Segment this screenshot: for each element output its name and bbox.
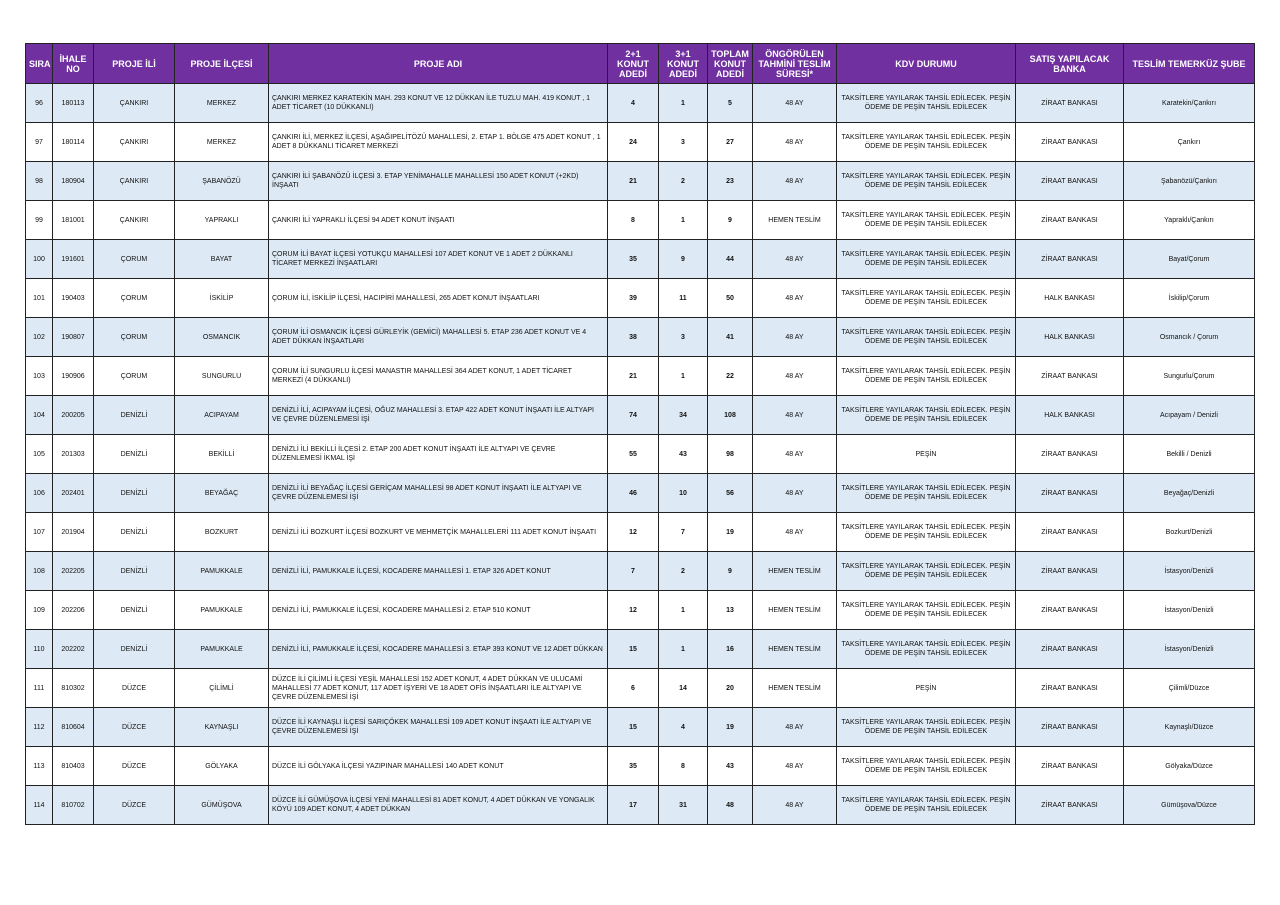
cell-ihale-no: 810604 xyxy=(53,708,94,747)
cell-toplam-konut: 41 xyxy=(708,318,753,357)
table-row xyxy=(26,786,1255,825)
cell-ihale-no: 180113 xyxy=(53,84,94,123)
header-proje-ili: PROJE İLİ xyxy=(94,44,175,84)
table-row xyxy=(26,435,1255,474)
cell-teslim-suresi: 48 AY xyxy=(753,396,837,435)
cell-proje-ilcesi: MERKEZ xyxy=(175,123,269,162)
table-row xyxy=(26,747,1255,786)
header-sube: TESLİM TEMERKÜZ ŞUBE xyxy=(1124,44,1255,84)
cell-kdv-durumu: TAKSİTLERE YAYILARAK TAHSİL EDİLECEK. PEŞİN ÖDEME DE PEŞİN TAHSİL EDİLECEK xyxy=(837,552,1016,591)
cell-sira: 106 xyxy=(26,474,53,513)
cell-konut-3-1: 2 xyxy=(659,552,708,591)
cell-teslim-suresi: 48 AY xyxy=(753,474,837,513)
cell-teslim-suresi: 48 AY xyxy=(753,357,837,396)
cell-sira: 104 xyxy=(26,396,53,435)
cell-sira: 103 xyxy=(26,357,53,396)
cell-toplam-konut: 20 xyxy=(708,669,753,708)
cell-teslim-suresi: 48 AY xyxy=(753,162,837,201)
cell-sube: Şabanözü/Çankırı xyxy=(1124,162,1255,201)
header-sira: SIRA xyxy=(26,44,53,84)
cell-konut-2-1: 21 xyxy=(608,357,659,396)
cell-konut-3-1: 14 xyxy=(659,669,708,708)
cell-teslim-suresi: HEMEN TESLİM xyxy=(753,201,837,240)
cell-konut-3-1: 8 xyxy=(659,747,708,786)
cell-kdv-durumu: TAKSİTLERE YAYILARAK TAHSİL EDİLECEK. PEŞİN ÖDEME DE PEŞİN TAHSİL EDİLECEK xyxy=(837,513,1016,552)
cell-proje-ilcesi: BEKİLLİ xyxy=(175,435,269,474)
cell-sira: 99 xyxy=(26,201,53,240)
cell-konut-3-1: 3 xyxy=(659,318,708,357)
cell-sube: Bozkurt/Denizli xyxy=(1124,513,1255,552)
cell-teslim-suresi: 48 AY xyxy=(753,240,837,279)
cell-sira: 97 xyxy=(26,123,53,162)
cell-ihale-no: 190906 xyxy=(53,357,94,396)
cell-proje-adi: ÇORUM İLİ, İSKİLİP İLÇESİ, HACIPİRİ MAHALLESİ, 265 ADET KONUT İNŞAATLARI xyxy=(269,279,608,318)
cell-ihale-no: 191601 xyxy=(53,240,94,279)
cell-sira: 105 xyxy=(26,435,53,474)
cell-konut-2-1: 12 xyxy=(608,591,659,630)
cell-sira: 109 xyxy=(26,591,53,630)
cell-proje-ilcesi: OSMANCIK xyxy=(175,318,269,357)
cell-toplam-konut: 13 xyxy=(708,591,753,630)
table-row xyxy=(26,240,1255,279)
cell-konut-2-1: 39 xyxy=(608,279,659,318)
header-proje-ilcesi: PROJE İLÇESİ xyxy=(175,44,269,84)
cell-sira: 96 xyxy=(26,84,53,123)
table-row xyxy=(26,84,1255,123)
cell-konut-2-1: 55 xyxy=(608,435,659,474)
table-row xyxy=(26,357,1255,396)
cell-proje-ilcesi: BEYAĞAÇ xyxy=(175,474,269,513)
cell-toplam-konut: 23 xyxy=(708,162,753,201)
cell-proje-ili: ÇANKIRI xyxy=(94,123,175,162)
cell-toplam-konut: 9 xyxy=(708,552,753,591)
cell-toplam-konut: 43 xyxy=(708,747,753,786)
cell-proje-adi: DENİZLİ İLİ BOZKURT İLÇESİ BOZKURT VE MEHMETÇİK MAHALLELERİ 111 ADET KONUT İNŞAATI xyxy=(269,513,608,552)
cell-toplam-konut: 19 xyxy=(708,513,753,552)
table-row xyxy=(26,123,1255,162)
cell-proje-ilcesi: BOZKURT xyxy=(175,513,269,552)
cell-teslim-suresi: 48 AY xyxy=(753,435,837,474)
table-row xyxy=(26,708,1255,747)
cell-ihale-no: 810302 xyxy=(53,669,94,708)
cell-toplam-konut: 108 xyxy=(708,396,753,435)
cell-sira: 111 xyxy=(26,669,53,708)
cell-sira: 102 xyxy=(26,318,53,357)
cell-ihale-no: 201904 xyxy=(53,513,94,552)
cell-ihale-no: 190807 xyxy=(53,318,94,357)
cell-toplam-konut: 98 xyxy=(708,435,753,474)
cell-sira: 108 xyxy=(26,552,53,591)
cell-proje-ili: ÇORUM xyxy=(94,318,175,357)
table-row xyxy=(26,474,1255,513)
cell-proje-ili: ÇANKIRI xyxy=(94,84,175,123)
cell-ihale-no: 202206 xyxy=(53,591,94,630)
cell-teslim-suresi: HEMEN TESLİM xyxy=(753,669,837,708)
cell-konut-3-1: 2 xyxy=(659,162,708,201)
table-row xyxy=(26,162,1255,201)
cell-teslim-suresi: 48 AY xyxy=(753,84,837,123)
cell-proje-adi: ÇANKIRI İLİ, MERKEZ İLÇESİ, AŞAĞIPELİTÖZÜ MAHALLESİ, 2. ETAP 1. BÖLGE 475 ADET KONUT , 1 ADET 8 DÜKKANLI TİCARET MERKEZİ xyxy=(269,123,608,162)
cell-proje-ili: DÜZCE xyxy=(94,669,175,708)
cell-konut-2-1: 8 xyxy=(608,201,659,240)
cell-sira: 113 xyxy=(26,747,53,786)
cell-banka: ZİRAAT BANKASI xyxy=(1016,357,1124,396)
cell-sira: 100 xyxy=(26,240,53,279)
cell-banka: ZİRAAT BANKASI xyxy=(1016,84,1124,123)
cell-konut-2-1: 17 xyxy=(608,786,659,825)
cell-konut-2-1: 12 xyxy=(608,513,659,552)
cell-teslim-suresi: HEMEN TESLİM xyxy=(753,630,837,669)
cell-konut-3-1: 4 xyxy=(659,708,708,747)
cell-proje-ili: DÜZCE xyxy=(94,708,175,747)
cell-konut-2-1: 46 xyxy=(608,474,659,513)
cell-konut-2-1: 21 xyxy=(608,162,659,201)
cell-kdv-durumu: TAKSİTLERE YAYILARAK TAHSİL EDİLECEK. PEŞİN ÖDEME DE PEŞİN TAHSİL EDİLECEK xyxy=(837,357,1016,396)
cell-banka: ZİRAAT BANKASI xyxy=(1016,123,1124,162)
cell-toplam-konut: 44 xyxy=(708,240,753,279)
cell-toplam-konut: 50 xyxy=(708,279,753,318)
cell-konut-2-1: 24 xyxy=(608,123,659,162)
cell-ihale-no: 180904 xyxy=(53,162,94,201)
cell-ihale-no: 810702 xyxy=(53,786,94,825)
cell-proje-ili: ÇANKIRI xyxy=(94,201,175,240)
header-konut-3-1: 3+1 KONUT ADEDİ xyxy=(659,44,708,84)
cell-konut-3-1: 1 xyxy=(659,630,708,669)
cell-kdv-durumu: TAKSİTLERE YAYILARAK TAHSİL EDİLECEK. PEŞİN ÖDEME DE PEŞİN TAHSİL EDİLECEK xyxy=(837,318,1016,357)
cell-sira: 112 xyxy=(26,708,53,747)
cell-proje-ili: DÜZCE xyxy=(94,747,175,786)
cell-konut-3-1: 3 xyxy=(659,123,708,162)
cell-proje-adi: DENİZLİ İLİ BEYAĞAÇ İLÇESİ GERİÇAM MAHALLESİ 98 ADET KONUT İNŞAATI İLE ALTYAPI VE ÇEVRE DÜZENLEMESİ İŞİ xyxy=(269,474,608,513)
cell-konut-3-1: 9 xyxy=(659,240,708,279)
cell-proje-ilcesi: ÇİLİMLİ xyxy=(175,669,269,708)
cell-banka: ZİRAAT BANKASI xyxy=(1016,747,1124,786)
cell-proje-adi: DENİZLİ İLİ, PAMUKKALE İLÇESİ, KOCADERE MAHALLESİ 3. ETAP 393 KONUT VE 12 ADET DÜKKAN xyxy=(269,630,608,669)
cell-banka: ZİRAAT BANKASI xyxy=(1016,474,1124,513)
cell-sube: İskilip/Çorum xyxy=(1124,279,1255,318)
cell-sube: Çankırı xyxy=(1124,123,1255,162)
header-ihale-no: İHALE NO xyxy=(53,44,94,84)
cell-banka: HALK BANKASI xyxy=(1016,396,1124,435)
cell-kdv-durumu: PEŞİN xyxy=(837,435,1016,474)
cell-banka: ZİRAAT BANKASI xyxy=(1016,669,1124,708)
cell-konut-3-1: 1 xyxy=(659,591,708,630)
cell-proje-adi: DENİZLİ İLİ, PAMUKKALE İLÇESİ, KOCADERE MAHALLESİ 2. ETAP 510 KONUT xyxy=(269,591,608,630)
cell-proje-ili: DENİZLİ xyxy=(94,630,175,669)
cell-proje-adi: DÜZCE İLİ GÖLYAKA İLÇESİ YAZIPINAR MAHALLESİ 140 ADET KONUT xyxy=(269,747,608,786)
table-row xyxy=(26,513,1255,552)
cell-kdv-durumu: PEŞİN xyxy=(837,669,1016,708)
cell-konut-2-1: 74 xyxy=(608,396,659,435)
cell-proje-ili: DENİZLİ xyxy=(94,591,175,630)
cell-ihale-no: 202401 xyxy=(53,474,94,513)
cell-konut-2-1: 6 xyxy=(608,669,659,708)
cell-sira: 101 xyxy=(26,279,53,318)
cell-toplam-konut: 9 xyxy=(708,201,753,240)
cell-sube: Bekilli / Denizli xyxy=(1124,435,1255,474)
table-row xyxy=(26,591,1255,630)
header-banka: SATIŞ YAPILACAK BANKA xyxy=(1016,44,1124,84)
cell-sube: Bayat/Çorum xyxy=(1124,240,1255,279)
cell-sube: Yapraklı/Çankırı xyxy=(1124,201,1255,240)
cell-sube: İstasyon/Denizli xyxy=(1124,630,1255,669)
cell-proje-ili: DENİZLİ xyxy=(94,396,175,435)
cell-proje-ilcesi: GÖLYAKA xyxy=(175,747,269,786)
cell-konut-3-1: 7 xyxy=(659,513,708,552)
cell-konut-2-1: 35 xyxy=(608,240,659,279)
cell-proje-ilcesi: SUNGURLU xyxy=(175,357,269,396)
header-proje-adi: PROJE ADI xyxy=(269,44,608,84)
cell-sira: 98 xyxy=(26,162,53,201)
header-kdv-durumu: KDV DURUMU xyxy=(837,44,1016,84)
cell-sube: Acıpayam / Denizli xyxy=(1124,396,1255,435)
cell-banka: ZİRAAT BANKASI xyxy=(1016,591,1124,630)
cell-konut-2-1: 35 xyxy=(608,747,659,786)
cell-proje-ilcesi: İSKİLİP xyxy=(175,279,269,318)
cell-proje-ilcesi: PAMUKKALE xyxy=(175,630,269,669)
cell-kdv-durumu: TAKSİTLERE YAYILARAK TAHSİL EDİLECEK. PEŞİN ÖDEME DE PEŞİN TAHSİL EDİLECEK xyxy=(837,396,1016,435)
cell-ihale-no: 181001 xyxy=(53,201,94,240)
cell-proje-adi: ÇANKIRI MERKEZ KARATEKİN MAH. 293 KONUT VE 12 DÜKKAN İLE TUZLU MAH. 419 KONUT , 1 ADET TİCARET (10 DÜKKANLI) xyxy=(269,84,608,123)
cell-ihale-no: 202205 xyxy=(53,552,94,591)
cell-banka: ZİRAAT BANKASI xyxy=(1016,708,1124,747)
table-row xyxy=(26,669,1255,708)
cell-proje-adi: ÇORUM İLİ OSMANCIK İLÇESİ GÜRLEYİK (GEMİCİ) MAHALLESİ 5. ETAP 236 ADET KONUT VE 4 ADET DÜKKAN İNŞAATLARI xyxy=(269,318,608,357)
cell-kdv-durumu: TAKSİTLERE YAYILARAK TAHSİL EDİLECEK. PEŞİN ÖDEME DE PEŞİN TAHSİL EDİLECEK xyxy=(837,591,1016,630)
cell-kdv-durumu: TAKSİTLERE YAYILARAK TAHSİL EDİLECEK. PEŞİN ÖDEME DE PEŞİN TAHSİL EDİLECEK xyxy=(837,786,1016,825)
cell-banka: ZİRAAT BANKASI xyxy=(1016,630,1124,669)
cell-kdv-durumu: TAKSİTLERE YAYILARAK TAHSİL EDİLECEK. PEŞİN ÖDEME DE PEŞİN TAHSİL EDİLECEK xyxy=(837,630,1016,669)
cell-sube: Kaynaşlı/Düzce xyxy=(1124,708,1255,747)
cell-sube: Çilimli/Düzce xyxy=(1124,669,1255,708)
cell-proje-ilcesi: PAMUKKALE xyxy=(175,591,269,630)
cell-banka: ZİRAAT BANKASI xyxy=(1016,786,1124,825)
cell-konut-3-1: 10 xyxy=(659,474,708,513)
cell-konut-2-1: 38 xyxy=(608,318,659,357)
cell-proje-ili: ÇORUM xyxy=(94,279,175,318)
cell-kdv-durumu: TAKSİTLERE YAYILARAK TAHSİL EDİLECEK. PEŞİN ÖDEME DE PEŞİN TAHSİL EDİLECEK xyxy=(837,279,1016,318)
cell-proje-adi: DENİZLİ İLİ, PAMUKKALE İLÇESİ, KOCADERE MAHALLESİ 1. ETAP 326 ADET KONUT xyxy=(269,552,608,591)
cell-konut-2-1: 7 xyxy=(608,552,659,591)
cell-teslim-suresi: 48 AY xyxy=(753,318,837,357)
cell-banka: ZİRAAT BANKASI xyxy=(1016,240,1124,279)
cell-sube: İstasyon/Denizli xyxy=(1124,552,1255,591)
cell-proje-ilcesi: MERKEZ xyxy=(175,84,269,123)
cell-teslim-suresi: 48 AY xyxy=(753,123,837,162)
cell-kdv-durumu: TAKSİTLERE YAYILARAK TAHSİL EDİLECEK. PEŞİN ÖDEME DE PEŞİN TAHSİL EDİLECEK xyxy=(837,123,1016,162)
cell-kdv-durumu: TAKSİTLERE YAYILARAK TAHSİL EDİLECEK. PEŞİN ÖDEME DE PEŞİN TAHSİL EDİLECEK xyxy=(837,84,1016,123)
cell-ihale-no: 180114 xyxy=(53,123,94,162)
cell-banka: HALK BANKASI xyxy=(1016,318,1124,357)
cell-proje-ili: ÇORUM xyxy=(94,240,175,279)
cell-toplam-konut: 16 xyxy=(708,630,753,669)
cell-proje-ili: DENİZLİ xyxy=(94,513,175,552)
cell-proje-ilcesi: ŞABANÖZÜ xyxy=(175,162,269,201)
cell-teslim-suresi: 48 AY xyxy=(753,786,837,825)
cell-toplam-konut: 48 xyxy=(708,786,753,825)
cell-konut-3-1: 31 xyxy=(659,786,708,825)
cell-proje-ilcesi: ACIPAYAM xyxy=(175,396,269,435)
cell-kdv-durumu: TAKSİTLERE YAYILARAK TAHSİL EDİLECEK. PEŞİN ÖDEME DE PEŞİN TAHSİL EDİLECEK xyxy=(837,162,1016,201)
cell-ihale-no: 202202 xyxy=(53,630,94,669)
cell-kdv-durumu: TAKSİTLERE YAYILARAK TAHSİL EDİLECEK. PEŞİN ÖDEME DE PEŞİN TAHSİL EDİLECEK xyxy=(837,201,1016,240)
cell-teslim-suresi: 48 AY xyxy=(753,513,837,552)
cell-banka: ZİRAAT BANKASI xyxy=(1016,435,1124,474)
cell-toplam-konut: 22 xyxy=(708,357,753,396)
cell-sube: Beyağaç/Denizli xyxy=(1124,474,1255,513)
cell-sube: Gümüşova/Düzce xyxy=(1124,786,1255,825)
cell-proje-adi: ÇANKIRI İLİ ŞABANÖZÜ İLÇESİ 3. ETAP YENİMAHALLE MAHALLESİ 150 ADET KONUT (+2KD) İNŞAATI xyxy=(269,162,608,201)
cell-proje-adi: DÜZCE İLİ GÜMÜŞOVA İLÇESİ YENİ MAHALLESİ 81 ADET KONUT, 4 ADET DÜKKAN VE YONGALIK KÖYÜ 109 ADET KONUT, 4 ADET DÜKKAN xyxy=(269,786,608,825)
cell-toplam-konut: 19 xyxy=(708,708,753,747)
cell-ihale-no: 200205 xyxy=(53,396,94,435)
cell-sira: 110 xyxy=(26,630,53,669)
cell-sube: Osmancık / Çorum xyxy=(1124,318,1255,357)
cell-proje-ilcesi: BAYAT xyxy=(175,240,269,279)
cell-proje-ili: DÜZCE xyxy=(94,786,175,825)
cell-teslim-suresi: HEMEN TESLİM xyxy=(753,591,837,630)
cell-sira: 114 xyxy=(26,786,53,825)
cell-proje-ili: DENİZLİ xyxy=(94,552,175,591)
cell-sube: Sungurlu/Çorum xyxy=(1124,357,1255,396)
cell-konut-3-1: 1 xyxy=(659,201,708,240)
cell-banka: ZİRAAT BANKASI xyxy=(1016,552,1124,591)
cell-proje-ili: ÇANKIRI xyxy=(94,162,175,201)
cell-kdv-durumu: TAKSİTLERE YAYILARAK TAHSİL EDİLECEK. PEŞİN ÖDEME DE PEŞİN TAHSİL EDİLECEK xyxy=(837,240,1016,279)
cell-konut-3-1: 1 xyxy=(659,84,708,123)
projects-table xyxy=(25,43,1255,825)
cell-proje-adi: ÇORUM İLİ BAYAT İLÇESİ YOTUKÇU MAHALLESİ 107 ADET KONUT VE 1 ADET 2 DÜKKANLI TİCARET MERKEZİ İNŞAATLARI xyxy=(269,240,608,279)
cell-proje-adi: DÜZCE İLİ KAYNAŞLI İLÇESİ SARIÇÖKEK MAHALLESİ 109 ADET KONUT İNŞAATI İLE ALTYAPI VE ÇEVRE DÜZENLEMESİ İŞİ xyxy=(269,708,608,747)
cell-banka: ZİRAAT BANKASI xyxy=(1016,201,1124,240)
table-row xyxy=(26,552,1255,591)
cell-proje-ili: DENİZLİ xyxy=(94,474,175,513)
cell-ihale-no: 201303 xyxy=(53,435,94,474)
table-row xyxy=(26,201,1255,240)
cell-proje-adi: DÜZCE İLİ ÇİLİMLİ İLÇESİ YEŞİL MAHALLESİ 152 ADET KONUT, 4 ADET DÜKKAN VE ULUCAMİ MAHALLESİ 77 ADET KONUT, 117 ADET İŞYERİ VE 18 ADET OFİS İNŞAATLARI İLE ALTYAPI VE ÇEVRE DÜZENLEMESİ İŞİ xyxy=(269,669,608,708)
table-row xyxy=(26,396,1255,435)
cell-konut-2-1: 4 xyxy=(608,84,659,123)
table-row xyxy=(26,318,1255,357)
cell-sube: Karatekin/Çankırı xyxy=(1124,84,1255,123)
cell-teslim-suresi: 48 AY xyxy=(753,747,837,786)
cell-proje-adi: ÇANKIRI İLİ YAPRAKLI İLÇESİ 94 ADET KONUT İNŞAATI xyxy=(269,201,608,240)
cell-banka: ZİRAAT BANKASI xyxy=(1016,513,1124,552)
header-teslim-suresi: ÖNGÖRÜLEN TAHMİNİ TESLİM SÜRESİ* xyxy=(753,44,837,84)
cell-toplam-konut: 27 xyxy=(708,123,753,162)
cell-proje-adi: DENİZLİ İLİ, ACIPAYAM İLÇESİ, OĞUZ MAHALLESİ 3. ETAP 422 ADET KONUT İNŞAATI İLE ALTYAPI VE ÇEVRE DÜZENLEMESİ İŞİ xyxy=(269,396,608,435)
cell-teslim-suresi: HEMEN TESLİM xyxy=(753,552,837,591)
cell-konut-3-1: 43 xyxy=(659,435,708,474)
cell-proje-adi: DENİZLİ İLİ BEKİLLİ İLÇESİ 2. ETAP 200 ADET KONUT İNŞAATI İLE ALTYAPI VE ÇEVRE DÜZENLEMESİ İKMAL İŞİ xyxy=(269,435,608,474)
cell-toplam-konut: 5 xyxy=(708,84,753,123)
cell-kdv-durumu: TAKSİTLERE YAYILARAK TAHSİL EDİLECEK. PEŞİN ÖDEME DE PEŞİN TAHSİL EDİLECEK xyxy=(837,474,1016,513)
cell-kdv-durumu: TAKSİTLERE YAYILARAK TAHSİL EDİLECEK. PEŞİN ÖDEME DE PEŞİN TAHSİL EDİLECEK xyxy=(837,747,1016,786)
cell-proje-ilcesi: YAPRAKLI xyxy=(175,201,269,240)
cell-proje-ilcesi: PAMUKKALE xyxy=(175,552,269,591)
cell-proje-ilcesi: GÜMÜŞOVA xyxy=(175,786,269,825)
cell-konut-3-1: 34 xyxy=(659,396,708,435)
cell-konut-2-1: 15 xyxy=(608,630,659,669)
header-toplam-konut: TOPLAM KONUT ADEDİ xyxy=(708,44,753,84)
cell-kdv-durumu: TAKSİTLERE YAYILARAK TAHSİL EDİLECEK. PEŞİN ÖDEME DE PEŞİN TAHSİL EDİLECEK xyxy=(837,708,1016,747)
cell-toplam-konut: 56 xyxy=(708,474,753,513)
cell-ihale-no: 190403 xyxy=(53,279,94,318)
cell-konut-2-1: 15 xyxy=(608,708,659,747)
table-row xyxy=(26,630,1255,669)
header-row xyxy=(26,44,1255,84)
cell-ihale-no: 810403 xyxy=(53,747,94,786)
cell-proje-ili: DENİZLİ xyxy=(94,435,175,474)
table-row xyxy=(26,279,1255,318)
cell-banka: HALK BANKASI xyxy=(1016,279,1124,318)
cell-proje-ili: ÇORUM xyxy=(94,357,175,396)
cell-konut-3-1: 11 xyxy=(659,279,708,318)
cell-teslim-suresi: 48 AY xyxy=(753,708,837,747)
cell-sube: İstasyon/Denizli xyxy=(1124,591,1255,630)
cell-proje-adi: ÇORUM İLİ SUNGURLU İLÇESİ MANASTIR MAHALLESİ 364 ADET KONUT, 1 ADET TİCARET MERKEZİ (4 DÜKKANLI) xyxy=(269,357,608,396)
cell-sube: Gölyaka/Düzce xyxy=(1124,747,1255,786)
cell-konut-3-1: 1 xyxy=(659,357,708,396)
cell-sira: 107 xyxy=(26,513,53,552)
cell-banka: ZİRAAT BANKASI xyxy=(1016,162,1124,201)
header-konut-2-1: 2+1 KONUT ADEDİ xyxy=(608,44,659,84)
cell-teslim-suresi: 48 AY xyxy=(753,279,837,318)
cell-proje-ilcesi: KAYNAŞLI xyxy=(175,708,269,747)
